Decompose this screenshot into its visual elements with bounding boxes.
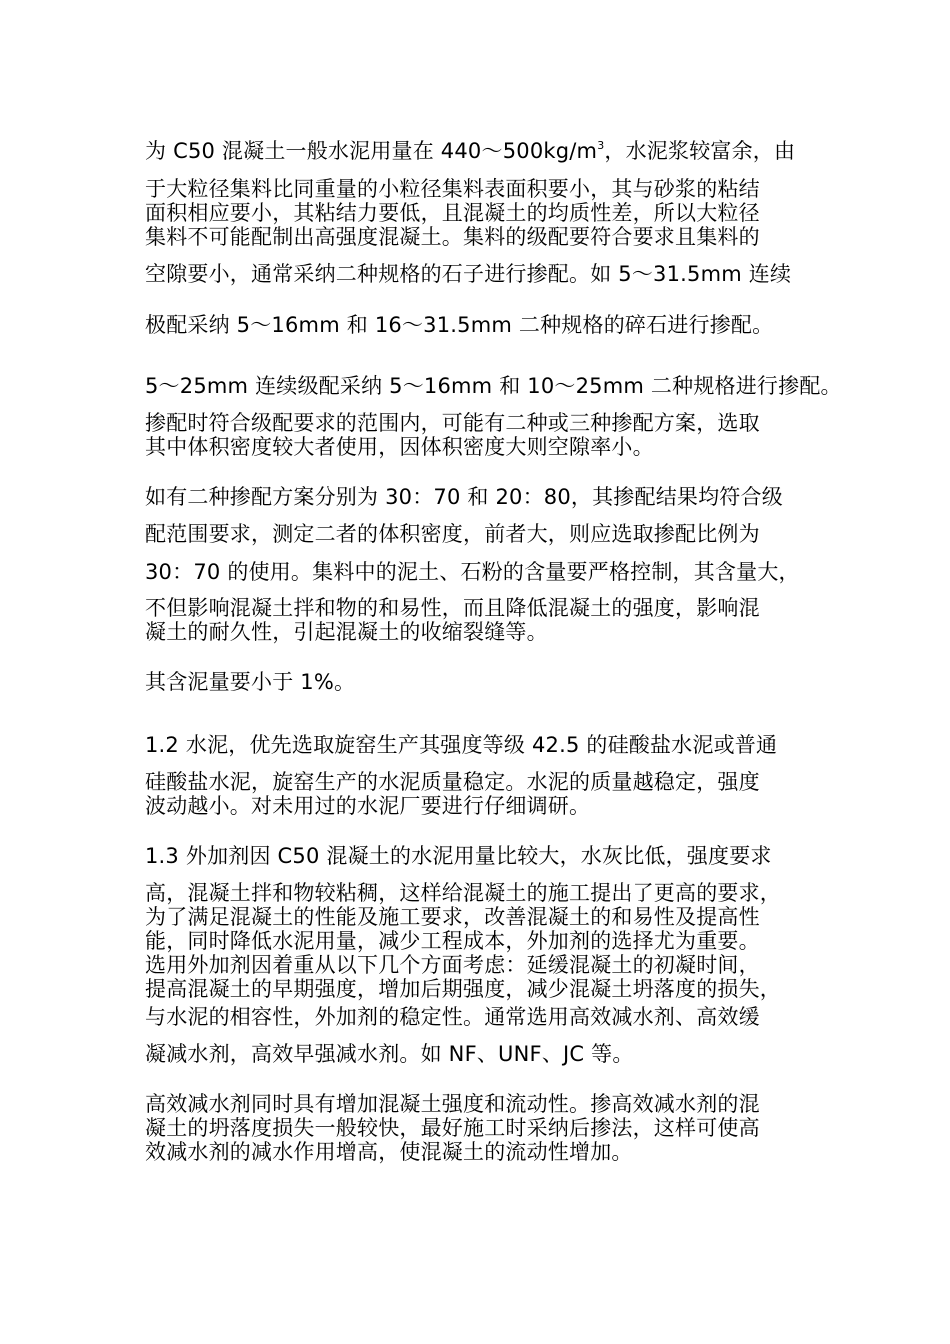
superscript: 3	[597, 139, 605, 152]
text-line: 凝减水剂，高效早强减水剂。如 NF、UNF、JC 等。	[145, 1042, 634, 1066]
text-line: 如有二种掺配方案分别为 30：70 和 20：80，其掺配结果均符合级	[145, 485, 783, 509]
text-line: 其含泥量要小于 1%。	[145, 670, 356, 694]
text-line: 集料不可能配制出高强度混凝土。集料的级配要符合要求且集料的	[145, 225, 760, 249]
text-line: 于大粒径集料比同重量的小粒径集料表面积要小，其与砂浆的粘结	[145, 177, 760, 201]
text-line: 提高混凝土的早期强度，增加后期强度，减少混凝土坍落度的损失，	[145, 977, 781, 1001]
text-line: 为 C50 混凝土一般水泥用量在 $440\sim 500kg/m^3$，水泥浆较富余，由	[145, 139, 796, 163]
text-line: 空隙要小，通常采纳二种规格的石子进行掺配。如 5～31.5mm 连续	[145, 262, 792, 286]
text-line: 选用外加剂因着重从以下几个方面考虑：延缓混凝土的初凝时间，	[145, 953, 760, 977]
text-line: 面积相应要小，其粘结力要低，且混凝土的均质性差，所以大粒径	[145, 201, 760, 225]
text-line: 凝土的耐久性，引起混凝土的收缩裂缝等。	[145, 620, 548, 644]
text-line: 为了满足混凝土的性能及施工要求，改善混凝土的和易性及提高性	[145, 905, 760, 929]
text-line: 凝土的坍落度损失一般较快，最好施工时采纳后掺法，这样可使高	[145, 1116, 760, 1140]
text-line: 5～25mm 连续级配采纳 5～16mm 和 10～25mm 二种规格进行掺配。	[145, 374, 842, 398]
text-line: 硅酸盐水泥，旋窑生产的水泥质量稳定。水泥的质量越稳定，强度	[145, 770, 760, 794]
text-line: 效减水剂的减水作用增高，使混凝土的流动性增加。	[145, 1140, 633, 1164]
text-line: 30：70 的使用。集料中的泥土、石粉的含量要严格控制，其含量大，	[145, 560, 800, 584]
text-line: 配范围要求，测定二者的体积密度，前者大，则应选取掺配比例为	[145, 522, 760, 546]
text-line: 极配采纳 5～16mm 和 16～31.5mm 二种规格的碎石进行掺配。	[145, 313, 774, 337]
text-line: 与水泥的相容性，外加剂的稳定性。通常选用高效减水剂、高效缓	[145, 1005, 760, 1029]
text-line: 掺配时符合级配要求的范围内，可能有二种或三种掺配方案，选取	[145, 411, 760, 435]
text-line: 不但影响混凝土拌和物的和易性，而且降低混凝土的强度，影响混	[145, 596, 760, 620]
text-line: 其中体积密度较大者使用，因体积密度大则空隙率小。	[145, 435, 654, 459]
text-line: 高效减水剂同时具有增加混凝土强度和流动性。掺高效减水剂的混	[145, 1092, 760, 1116]
text-line: 1.2 水泥，优先选取旋窑生产其强度等级 42.5 的硅酸盐水泥或普通	[145, 733, 778, 757]
text-line: 能，同时降低水泥用量，减少工程成本，外加剂的选择尤为重要。	[145, 929, 760, 953]
text-line: 波动越小。对未用过的水泥厂要进行仔细调研。	[145, 794, 591, 818]
text-line: 1.3 外加剂因 C50 混凝土的水泥用量比较大，水灰比低，强度要求	[145, 844, 772, 868]
text-line: 高，混凝土拌和物较粘稠，这样给混凝土的施工提出了更高的要求，	[145, 881, 781, 905]
